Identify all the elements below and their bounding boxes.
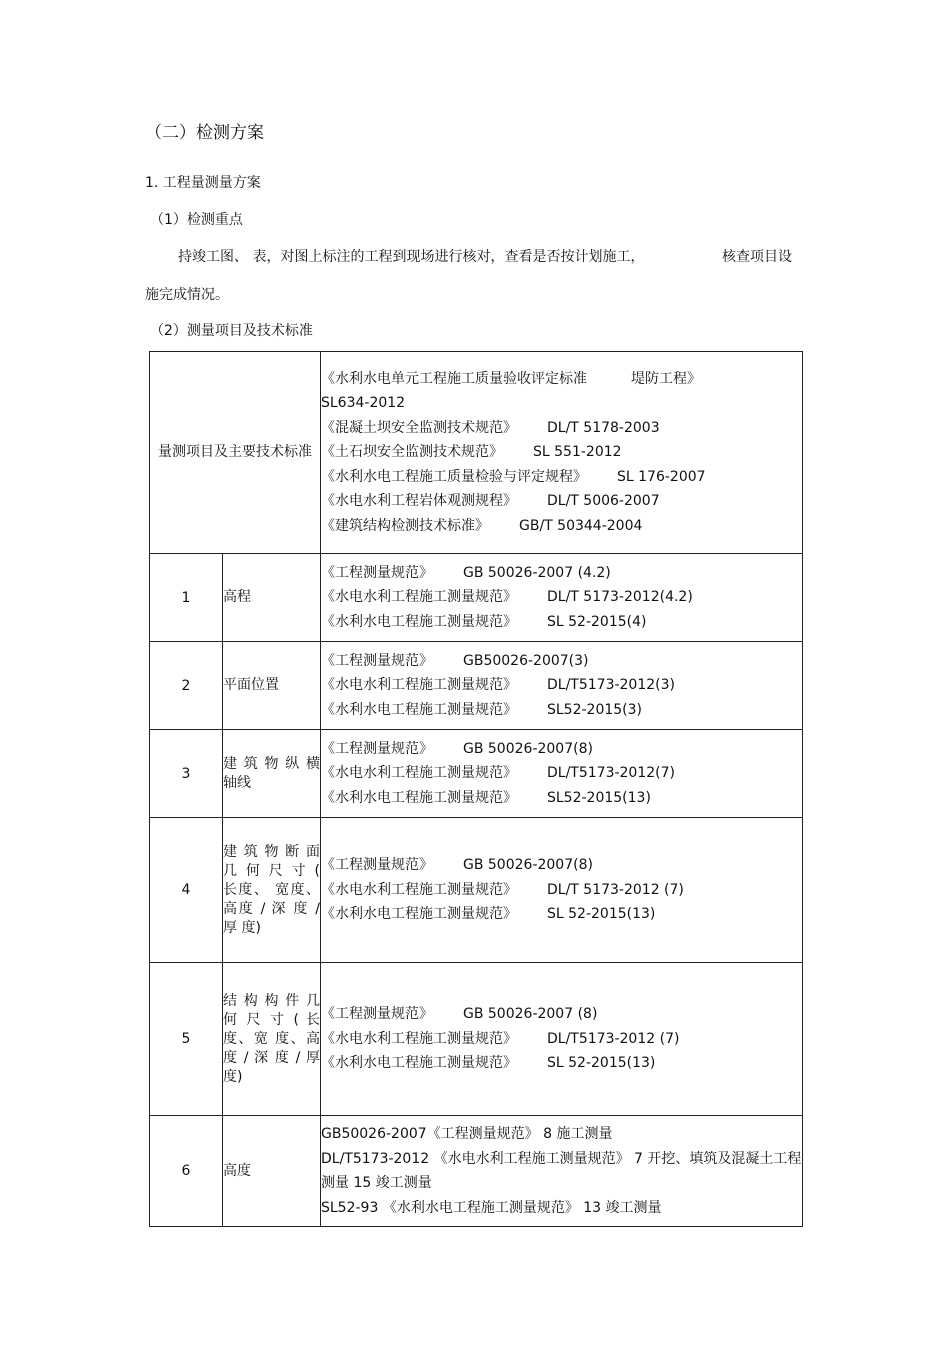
table-row [150,818,803,963]
item-heading-focus: （1）检测重点 [150,212,243,228]
standard-ref: 《水电水利工程施工测量规范》 DL/T5173-2012(7) [321,765,675,782]
section-title: （二）检测方案 [145,123,264,143]
standard-ref: 《工程测量规范》 GB 50026-2007(8) [321,857,593,874]
standard-ref: 《水利水电工程施工测量规范》 SL 52-2015(13) [321,906,656,923]
standard-ref: 《水利水电工程施工测量规范》 SL 52-2015(13) [321,1055,656,1072]
standard-ref: 《工程测量规范》 GB 50026-2007 (8) [321,1006,598,1023]
header-label: 量测项目及主要技术标准 [150,352,321,554]
row-item: 高度 [223,1116,321,1227]
standard-ref: 《土石坝安全监测技术规范》 SL 551-2012 [321,444,622,461]
paragraph-line-1-end: 核查项目设 [722,249,792,265]
row-refs [321,642,803,730]
standard-ref: 《工程测量规范》 GB 50026-2007(8) [321,740,593,757]
standard-ref: 《水利水电单元工程施工质量验收评定标准 堤防工程》 [321,370,701,387]
row-number: 5 [150,963,223,1116]
subsection-heading: 1. 工程量测量方案 [145,175,261,191]
row-item: 结 构 构 件 几 何 尺 寸 ( 长度、宽 度、高度 / 深 度 / 厚 度) [223,963,321,1116]
row-number: 3 [150,730,223,818]
row-refs [321,1116,803,1227]
table-row [150,1116,803,1227]
row-item: 平面位置 [223,642,321,730]
table-header-row [150,352,803,554]
standard-ref: 《水电水利工程施工测量规范》 DL/T 5173-2012(4.2) [321,589,693,606]
standard-ref: 《水利水电工程施工测量规范》 SL 52-2015(4) [321,613,647,630]
standard-ref: 《工程测量规范》 GB 50026-2007 (4.2) [321,564,611,581]
row-item: 建 筑 物 断 面 几 何 尺 寸 ( 长度、 宽度、 高度 / 深 度 / 厚 度) [223,818,321,963]
paragraph-line-2: 施完成情况。 [145,287,229,303]
row-refs [321,963,803,1116]
standard-ref: SL634-2012 [321,395,406,412]
row-number: 4 [150,818,223,963]
standards-table [149,351,803,1227]
standard-ref: 《建筑结构检测技术标准》 GB/T 50344-2004 [321,517,643,534]
table-row [150,554,803,642]
standard-ref: DL/T5173-2012 《水电水利工程施工测量规范》 7 开挖、填筑及混凝土工程测量 15 竣工测量 [321,1150,802,1191]
table-row [150,642,803,730]
paragraph-line-1: 持竣工图、 表，对图上标注的工程到现场进行核对，查看是否按计划施工， [178,249,645,265]
row-number: 6 [150,1116,223,1227]
standard-ref: 《水利水电工程施工测量规范》 SL52-2015(3) [321,701,643,718]
standard-ref: 《水利水电工程施工测量规范》 SL52-2015(13) [321,789,651,806]
row-item: 建 筑 物 纵 横轴线 [223,730,321,818]
standard-ref: 《水电水利工程施工测量规范》 DL/T 5173-2012 (7) [321,881,684,898]
table-row [150,963,803,1116]
header-standards [321,352,803,554]
row-number: 2 [150,642,223,730]
row-number: 1 [150,554,223,642]
table-row [150,730,803,818]
standard-ref: 《水电水利工程施工测量规范》 DL/T5173-2012 (7) [321,1030,680,1047]
standard-ref: 《工程测量规范》 GB50026-2007(3) [321,652,589,669]
row-refs [321,818,803,963]
row-item: 高程 [223,554,321,642]
item-heading-standards: （2）测量项目及技术标准 [150,323,313,339]
standard-ref: GB50026-2007《工程测量规范》 8 施工测量 [321,1126,613,1142]
standard-ref: SL52-93 《水利水电工程施工测量规范》 13 竣工测量 [321,1199,662,1216]
standard-ref: 《水电水利工程施工测量规范》 DL/T5173-2012(3) [321,677,675,694]
standard-ref: 《水电水利工程岩体观测规程》 DL/T 5006-2007 [321,493,660,510]
row-refs [321,554,803,642]
standard-ref: 《混凝土坝安全监测技术规范》 DL/T 5178-2003 [321,419,660,436]
standard-ref: 《水利水电工程施工质量检验与评定规程》 SL 176-2007 [321,468,706,485]
row-refs [321,730,803,818]
